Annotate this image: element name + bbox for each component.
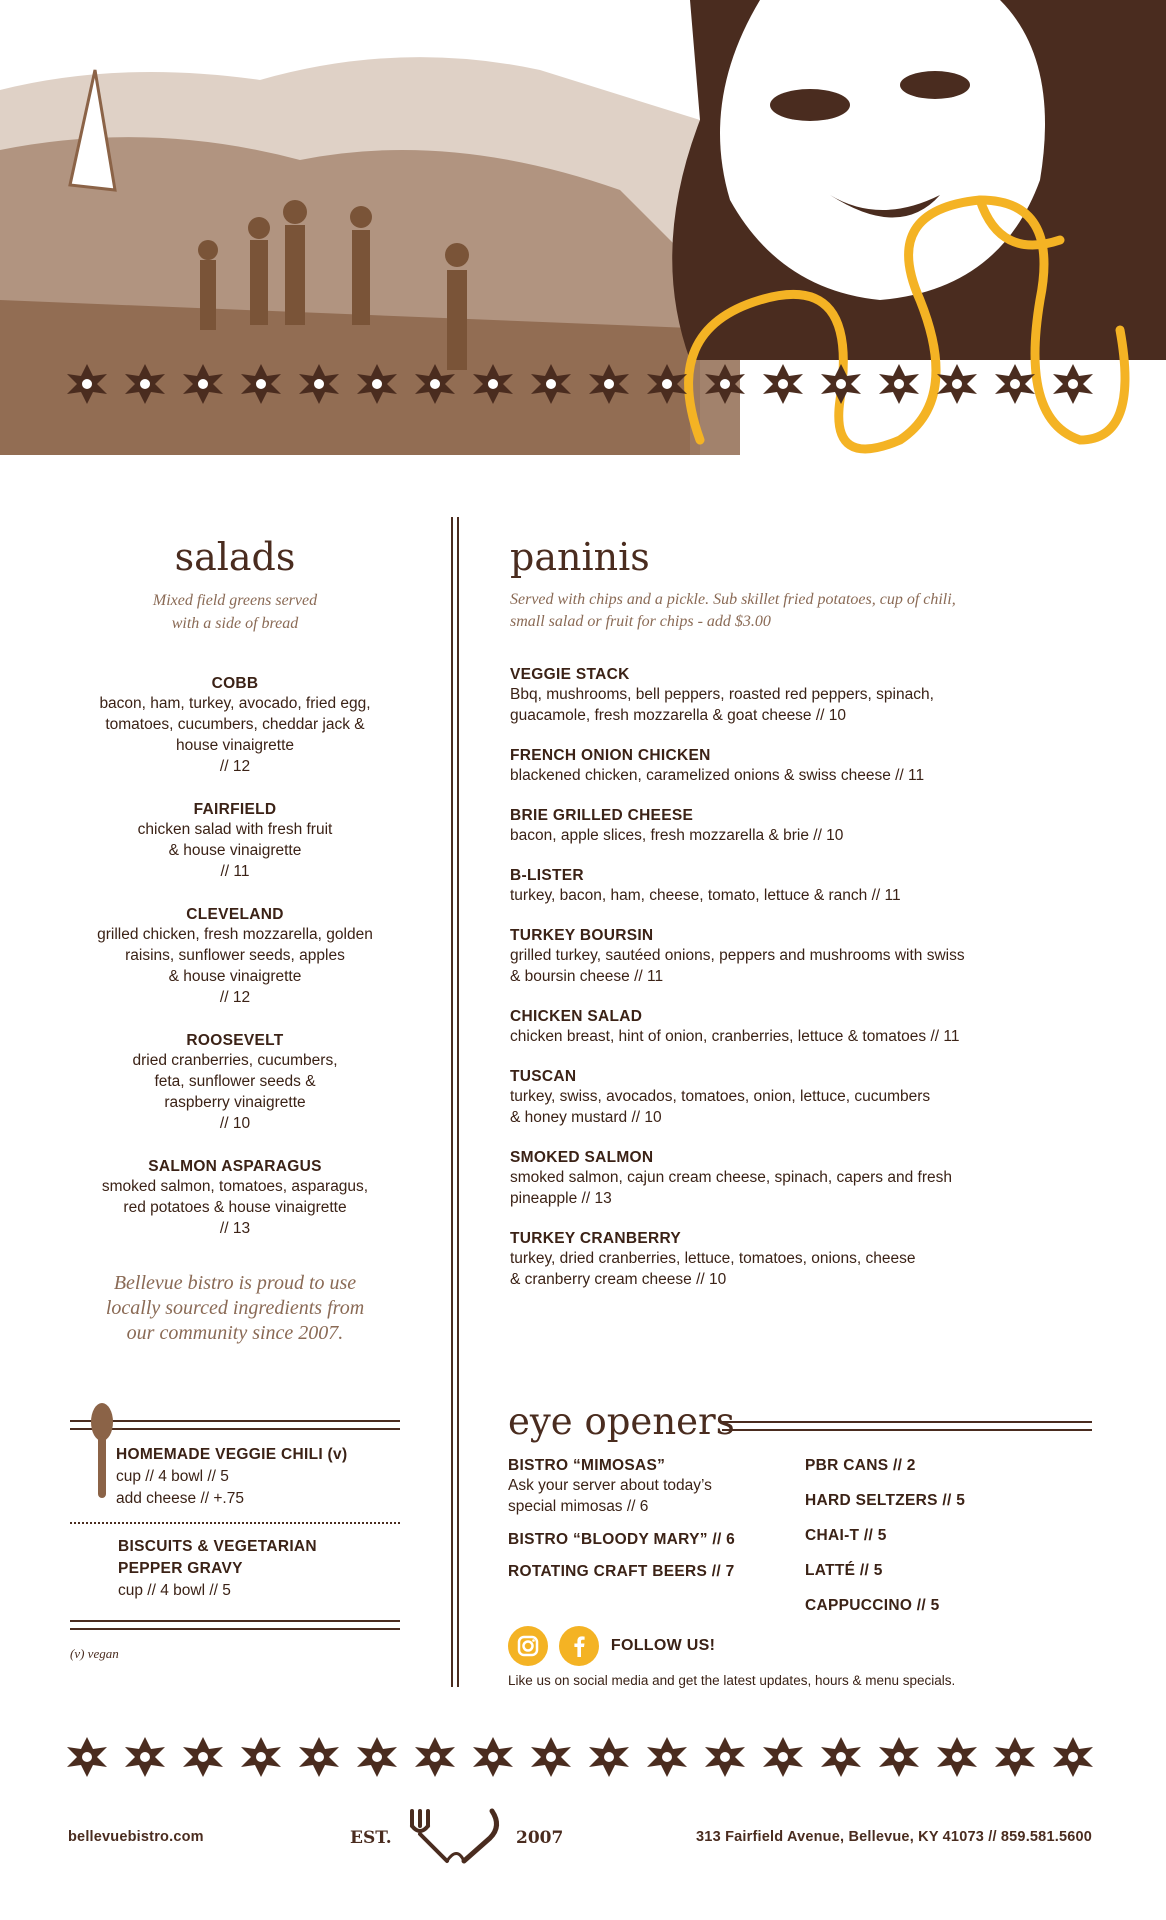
panini-desc-line: guacamole, fresh mozzarella & goat cheese // 10 bbox=[510, 707, 847, 724]
salad-desc-line: raisins, sunflower seeds, apples bbox=[125, 947, 345, 964]
local-sourcing-line: Bellevue bistro is proud to use bbox=[113, 1272, 357, 1294]
eye-openers-title: eye openers bbox=[508, 1400, 735, 1443]
salad-item bbox=[60, 1032, 410, 1134]
est-label: EST. bbox=[350, 1828, 392, 1848]
panini-name: VEGGIE STACK bbox=[510, 666, 630, 683]
salad-name: CLEVELAND bbox=[186, 906, 284, 923]
drink-item bbox=[508, 1457, 798, 1517]
spoon-icon bbox=[88, 1400, 116, 1500]
salad-name: ROOSEVELT bbox=[186, 1032, 284, 1049]
panini-name: CHICKEN SALAD bbox=[510, 1008, 643, 1025]
salad-desc-line: smoked salmon, tomatoes, asparagus, bbox=[101, 1178, 369, 1195]
panini-item bbox=[510, 1149, 1070, 1209]
salad-name: SALMON ASPARAGUS bbox=[148, 1158, 322, 1175]
soup-sizes: cup // 4 bowl // 5 bbox=[118, 1582, 231, 1599]
dotted-divider bbox=[70, 1522, 400, 1524]
local-sourcing-line: locally sourced ingredients from bbox=[105, 1297, 365, 1319]
drink-name: CHAI-T // 5 bbox=[805, 1527, 887, 1544]
local-sourcing-note bbox=[60, 1271, 410, 1346]
double-rule bbox=[70, 1620, 400, 1630]
social-tagline: Like us on social media and get the latest updates, hours & menu specials. bbox=[508, 1673, 956, 1688]
salad-item bbox=[60, 801, 410, 882]
panini-name: TURKEY BOURSIN bbox=[510, 927, 654, 944]
salad-desc-line: chicken salad with fresh fruit bbox=[137, 821, 333, 838]
panini-desc-line: & honey mustard // 10 bbox=[510, 1109, 662, 1126]
soup-name: PEPPER GRAVY bbox=[118, 1560, 243, 1577]
drink-name: LATTÉ // 5 bbox=[805, 1562, 883, 1579]
salad-price: // 12 bbox=[219, 758, 251, 775]
local-sourcing-line: our community since 2007. bbox=[126, 1322, 344, 1344]
paninis-subtitle-line: Served with chips and a pickle. Sub skillet fried potatoes, cup of chili, bbox=[510, 591, 956, 608]
panini-desc-line: bacon, apple slices, fresh mozzarella & brie // 10 bbox=[510, 827, 844, 844]
est-year: 2007 bbox=[516, 1828, 564, 1848]
address-phone: 313 Fairfield Avenue, Bellevue, KY 41073 // 859.581.5600 bbox=[696, 1829, 1092, 1845]
drink-name: HARD SELTZERS // 5 bbox=[805, 1492, 966, 1509]
panini-desc-line: turkey, swiss, avocados, tomatoes, onion, lettuce, cucumbers bbox=[510, 1088, 931, 1105]
panini-name: B-LISTER bbox=[510, 867, 584, 884]
panini-name: SMOKED SALMON bbox=[510, 1149, 654, 1166]
drink-name: BISTRO “MIMOSAS” bbox=[508, 1457, 666, 1474]
salads-subtitle-line: Mixed field greens served bbox=[152, 592, 318, 609]
soups-box bbox=[70, 1420, 400, 1630]
salads-title: salads bbox=[174, 535, 296, 579]
follow-us-label[interactable]: FOLLOW US! bbox=[610, 1637, 716, 1654]
est-logo bbox=[350, 1806, 570, 1866]
paninis-subtitle-line: small salad or fruit for chips - add $3.00 bbox=[510, 613, 771, 630]
website-link[interactable]: bellevuebistro.com bbox=[68, 1829, 204, 1845]
salad-name: FAIRFIELD bbox=[193, 801, 277, 818]
soup-item-biscuits bbox=[70, 1536, 400, 1602]
panini-name: TURKEY CRANBERRY bbox=[510, 1230, 682, 1247]
drink-desc-line: special mimosas // 6 bbox=[508, 1498, 649, 1515]
salad-desc-line: grilled chicken, fresh mozzarella, golden bbox=[97, 926, 373, 943]
eye-openers-right bbox=[805, 1457, 1045, 1632]
salad-desc-line: red potatoes & house vinaigrette bbox=[123, 1199, 347, 1216]
salad-price: // 10 bbox=[219, 1115, 251, 1132]
panini-desc-line: chicken breast, hint of onion, cranberries, lettuce & tomatoes // 11 bbox=[510, 1028, 960, 1045]
drink-name: BISTRO “BLOODY MARY” // 6 bbox=[508, 1531, 736, 1548]
ornament-band-top bbox=[65, 362, 1095, 406]
double-rule bbox=[722, 1421, 1092, 1431]
panini-item bbox=[510, 666, 1070, 726]
panini-desc-line: & boursin cheese // 11 bbox=[510, 968, 664, 985]
salad-item bbox=[60, 906, 410, 1008]
salad-desc-line: tomatoes, cucumbers, cheddar jack & bbox=[105, 716, 365, 733]
soup-item-chili bbox=[70, 1444, 400, 1510]
salad-price: // 11 bbox=[220, 863, 250, 880]
panini-item bbox=[510, 927, 1070, 987]
drink-name: ROTATING CRAFT BEERS // 7 bbox=[508, 1563, 735, 1580]
panini-item bbox=[510, 1230, 1070, 1290]
panini-item bbox=[510, 807, 1070, 846]
paninis-section bbox=[510, 535, 1070, 1290]
eye-openers-left bbox=[508, 1457, 798, 1595]
panini-desc-line: blackened chicken, caramelized onions & swiss cheese // 11 bbox=[510, 767, 925, 784]
salad-desc-line: & house vinaigrette bbox=[168, 842, 302, 859]
salad-price: // 12 bbox=[219, 989, 251, 1006]
salads-subtitle-line: with a side of bread bbox=[171, 615, 299, 632]
column-divider bbox=[451, 517, 459, 1687]
soup-extra: add cheese // +.75 bbox=[116, 1490, 244, 1507]
panini-desc-line: turkey, bacon, ham, cheese, tomato, lettuce & ranch // 11 bbox=[510, 887, 901, 904]
panini-item bbox=[510, 867, 1070, 906]
salad-item bbox=[60, 675, 410, 777]
panini-name: BRIE GRILLED CHEESE bbox=[510, 807, 694, 824]
salad-desc-line: bacon, ham, turkey, avocado, fried egg, bbox=[99, 695, 371, 712]
panini-desc-line: pineapple // 13 bbox=[510, 1190, 612, 1207]
salad-price: // 13 bbox=[219, 1220, 251, 1237]
soup-name: BISCUITS & VEGETARIAN bbox=[118, 1538, 317, 1555]
salad-name: COBB bbox=[211, 675, 259, 692]
panini-desc-line: grilled turkey, sautéed onions, peppers and mushrooms with swiss bbox=[510, 947, 965, 964]
facebook-icon[interactable] bbox=[559, 1626, 599, 1666]
social-section bbox=[508, 1625, 1108, 1688]
drink-name: PBR CANS // 2 bbox=[805, 1457, 916, 1474]
fork-knife-logo-icon bbox=[402, 1806, 512, 1866]
salad-desc-line: raspberry vinaigrette bbox=[164, 1094, 306, 1111]
salads-subtitle bbox=[60, 589, 410, 635]
panini-desc-line: & cranberry cream cheese // 10 bbox=[510, 1271, 727, 1288]
panini-item bbox=[510, 747, 1070, 786]
salad-desc-line: house vinaigrette bbox=[175, 737, 295, 754]
panini-name: TUSCAN bbox=[510, 1068, 577, 1085]
drink-desc-line: Ask your server about today’s bbox=[508, 1477, 712, 1494]
salads-section bbox=[60, 535, 410, 1346]
panini-desc-line: turkey, dried cranberries, lettuce, tomatoes, onions, cheese bbox=[510, 1250, 916, 1267]
soup-name: HOMEMADE VEGGIE CHILI (v) bbox=[116, 1446, 348, 1463]
panini-item bbox=[510, 1008, 1070, 1047]
paninis-title: paninis bbox=[510, 535, 650, 579]
panini-desc-line: smoked salmon, cajun cream cheese, spinach, capers and fresh bbox=[510, 1169, 952, 1186]
salad-item bbox=[60, 1158, 410, 1239]
salad-desc-line: dried cranberries, cucumbers, bbox=[132, 1052, 338, 1069]
salad-desc-line: & house vinaigrette bbox=[168, 968, 302, 985]
vegan-note: (v) vegan bbox=[70, 1646, 119, 1661]
instagram-icon[interactable] bbox=[508, 1626, 548, 1666]
salad-desc-line: feta, sunflower seeds & bbox=[154, 1073, 316, 1090]
drink-name: CAPPUCCINO // 5 bbox=[805, 1597, 940, 1614]
paninis-subtitle bbox=[510, 589, 1070, 633]
panini-name: FRENCH ONION CHICKEN bbox=[510, 747, 711, 764]
panini-desc-line: Bbq, mushrooms, bell peppers, roasted red peppers, spinach, bbox=[510, 686, 934, 703]
double-rule bbox=[70, 1420, 400, 1430]
ornament-band-bottom bbox=[65, 1735, 1095, 1779]
panini-item bbox=[510, 1068, 1070, 1128]
soup-sizes: cup // 4 bowl // 5 bbox=[116, 1468, 229, 1485]
